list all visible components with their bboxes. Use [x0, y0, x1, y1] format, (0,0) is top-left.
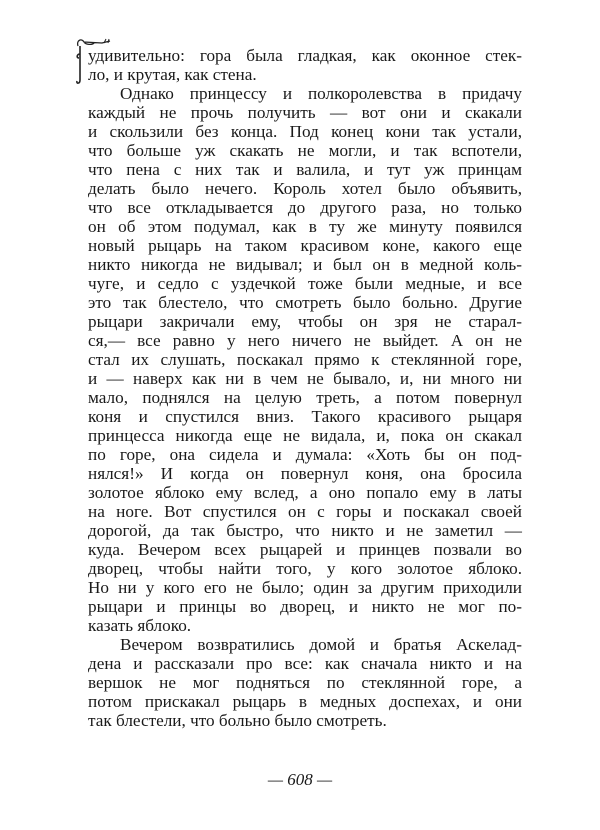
text-line: принцесса никогда еще не видала, и, пока он скакал	[88, 426, 522, 445]
text-line: чуге, и седло с уздечкой тоже были медные, и все	[88, 274, 522, 293]
text-line: рыцари и принцы во дворец, и никто не мог по-	[88, 597, 522, 616]
text-line: вершок не мог подняться по стеклянной горе, а	[88, 673, 522, 692]
page-body-text	[88, 46, 522, 730]
text-line: коня и спустился вниз. Такого красивого рыцаря	[88, 407, 522, 426]
text-line: казать яблоко.	[88, 616, 192, 635]
text-line: никто никогда не видывал; и был он в медной коль-	[88, 255, 522, 274]
text-line: рыцари закричали ему, чтобы он зря не старал-	[88, 312, 522, 331]
text-line: стал их слушать, поскакал прямо к стеклянной горе,	[88, 350, 522, 369]
paragraph	[88, 46, 522, 84]
text-line: ло, и крутая, как стена.	[88, 65, 257, 84]
text-line: ся,— все равно у него ничего не выйдет. А он не	[88, 331, 522, 350]
text-line: Однако принцессу и полкоролевства в придачу	[120, 84, 522, 103]
text-line: и — наверх как ни в чем не бывало, и, ни много ни	[88, 369, 522, 388]
text-line: нялся!» И когда он повернул коня, она бросила	[88, 464, 522, 483]
text-line: и скользили без конца. Под конец кони так устали,	[88, 122, 522, 141]
paragraph	[88, 635, 522, 730]
text-line: дворец, чтобы найти того, у кого золотое яблоко.	[88, 559, 522, 578]
text-line: каждый не прочь получить — вот они и скакали	[88, 103, 522, 122]
text-line: удивительно: гора была гладкая, как оконное стек-	[88, 46, 522, 65]
text-line: дена и рассказали про все: как сначала никто и на	[88, 654, 522, 673]
text-line: куда. Вечером всех рыцарей и принцев позвали во	[88, 540, 522, 559]
text-line: это так блестело, что смотреть было больно. Другие	[88, 293, 522, 312]
text-line: золотое яблоко ему вслед, а оно попало ему в латы	[88, 483, 522, 502]
text-line: мало, поднялся на целую треть, а потом повернул	[88, 388, 522, 407]
text-line: Вечером возвратились домой и братья Аскелад-	[120, 635, 522, 654]
text-line: новый рыцарь на таком красивом коне, какого еще	[88, 236, 522, 255]
text-line: потом прискакал рыцарь в медных доспехах, и они	[88, 692, 522, 711]
text-line: так блестели, что больно было смотреть.	[88, 711, 387, 730]
text-line: Но ни у кого его не было; один за другим приходили	[88, 578, 522, 597]
text-line: дорогой, да так быстро, что никто и не заметил —	[88, 521, 522, 540]
text-line: что все откладывается до другого раза, но только	[88, 198, 522, 217]
text-line: по горе, она сидела и думала: «Хоть бы он под-	[88, 445, 522, 464]
text-line: делать было нечего. Король хотел было объявить,	[88, 179, 522, 198]
text-line: на ноге. Вот спустился он с горы и поскакал своей	[88, 502, 522, 521]
text-line: что больше уж скакать не могли, и так вспотели,	[88, 141, 522, 160]
text-line: он об этом подумал, как в ту же минуту появился	[88, 217, 522, 236]
paragraph	[88, 84, 522, 635]
page-number: — 608 —	[267, 770, 333, 789]
text-line: что пена с них так и валила, и тут уж принцам	[88, 160, 522, 179]
